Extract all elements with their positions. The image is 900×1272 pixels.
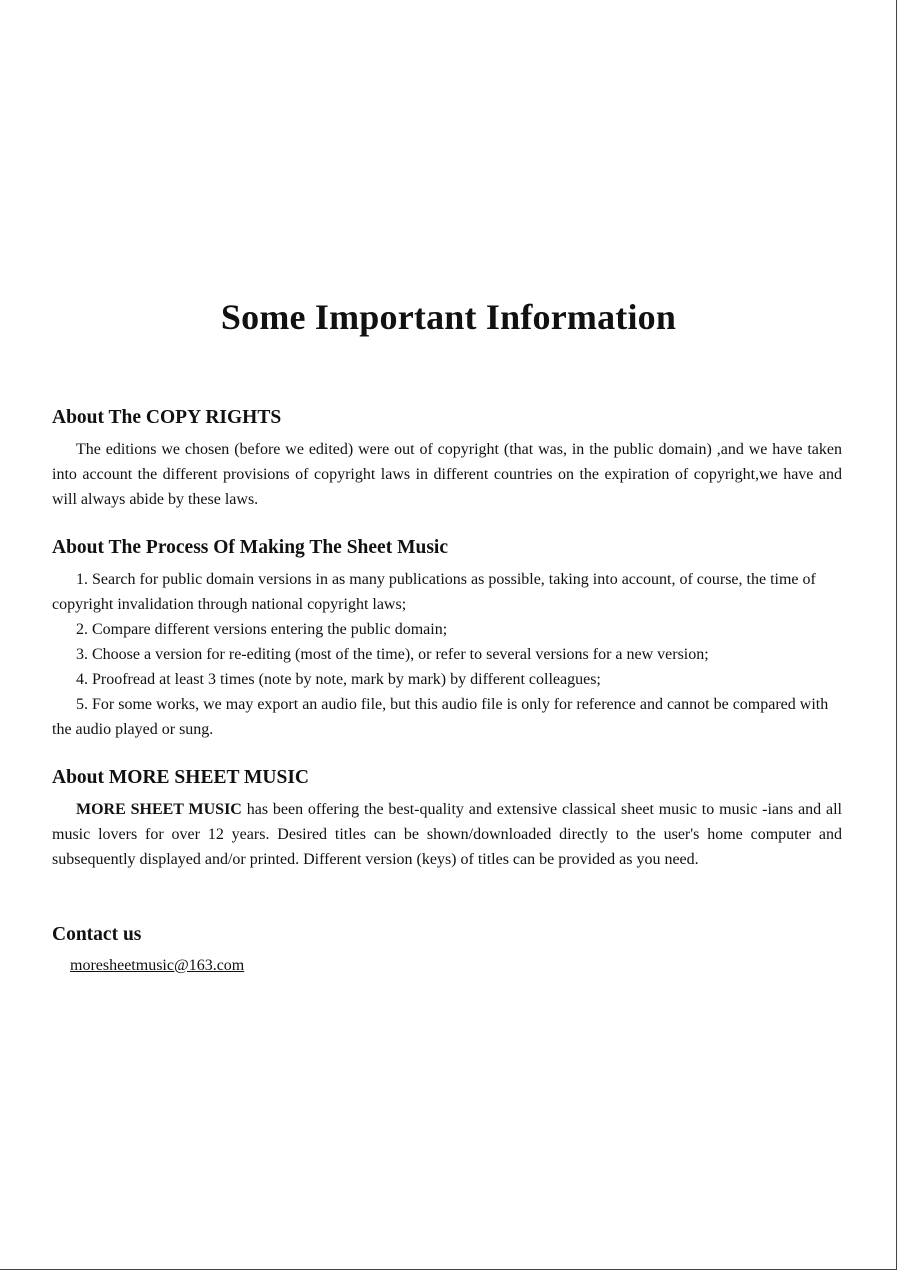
section-contact: [52, 922, 842, 978]
process-step-4: 4. Proofread at least 3 times (note by note, mark by mark) by different colleagues;: [76, 671, 601, 688]
process-step-1: 1. Search for public domain versions in as many publications as possible, taking into account, of course, the time of copyright invalidation through national copyright laws;: [52, 571, 816, 613]
process-step-5: 5. For some works, we may export an audio file, but this audio file is only for reference and cannot be compared with the audio played or sung.: [52, 696, 829, 738]
about-body: has been offering the best-quality and extensive classical sheet music to music -ians and all music lovers for over 12 years. Desired titles can be shown/downloaded directly to the user's home computer and subsequently displayed and/or printed. Different version (keys) of titles can be provided as you need.: [52, 801, 843, 868]
section-heading-copyright: About The COPY RIGHTS: [52, 407, 282, 428]
about-paragraph: [52, 797, 842, 872]
process-step-3: 3. Choose a version for re-editing (most of the time), or refer to several versions for a new version;: [76, 646, 709, 663]
page-title: Some Important Information: [220, 297, 677, 337]
section-heading-about: About MORE SHEET MUSIC: [52, 767, 309, 788]
section-heading-contact: Contact us: [52, 924, 142, 945]
contact-email-link[interactable]: moresheetmusic@163.com: [70, 957, 245, 974]
section-copyright: [52, 405, 842, 512]
section-process: [52, 535, 842, 742]
section-about: [52, 765, 842, 872]
process-step-2: 2. Compare different versions entering the public domain;: [76, 621, 448, 638]
section-heading-process: About The Process Of Making The Sheet Music: [52, 537, 448, 558]
copyright-paragraph: The editions we chosen (before we edited) were out of copyright (that was, in the public domain) ,and we have taken into account the different provisions of copyright laws in different countries on the expiration of copyright,we have and will always abide by these laws.: [52, 441, 842, 508]
brand-name: MORE SHEET MUSIC: [76, 801, 242, 818]
